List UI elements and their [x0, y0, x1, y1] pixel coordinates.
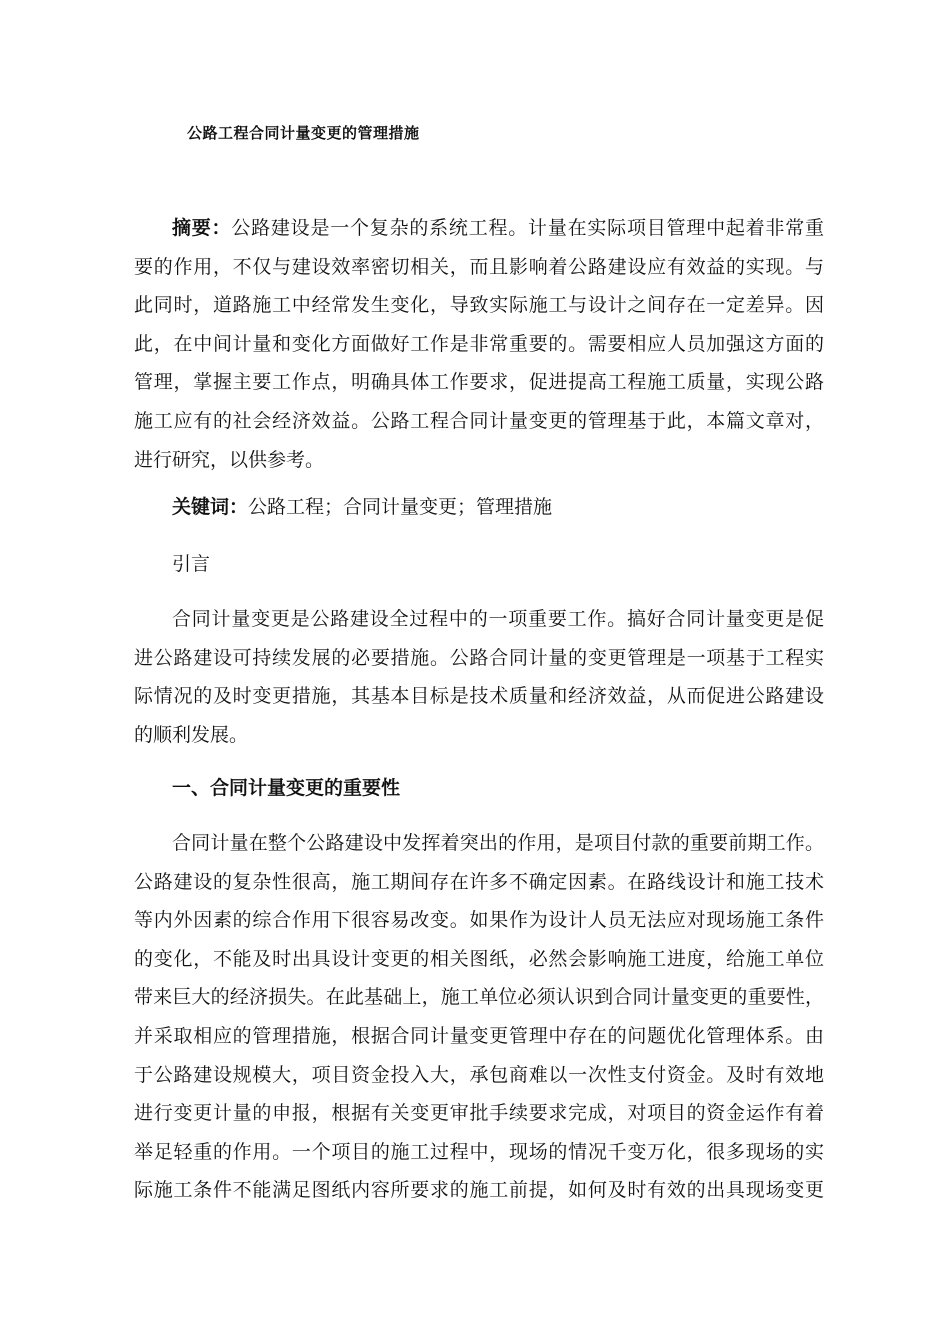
section1-line-9: 举足轻重的作用。一个项目的施工过程中，现场的情况千变万化，很多现场的实: [134, 1140, 824, 1163]
keywords-text: 公路工程；合同计量变更；管理措施: [248, 496, 553, 518]
abstract-line-4: 此，在中间计量和变化方面做好工作是非常重要的。需要相应人员加强这方面的: [134, 332, 824, 355]
intro-heading: 引言: [172, 553, 211, 575]
section1-line-10: 际施工条件不能满足图纸内容所要求的施工前提，如何及时有效的出具现场变更: [134, 1179, 824, 1202]
intro-line-4: 的顺利发展。: [134, 723, 249, 746]
keywords-row: [172, 492, 552, 519]
section1-line-8: 进行变更计量的申报，根据有关变更审批手续要求完成，对项目的资金运作有着: [134, 1102, 824, 1125]
document-title: 公路工程合同计量变更的管理措施: [187, 124, 420, 142]
section1-line-6: 并采取相应的管理措施，根据合同计量变更管理中存在的问题优化管理体系。由: [134, 1024, 824, 1047]
abstract-line-5: 管理，掌握主要工作点，明确具体工作要求，促进提高工程施工质量，实现公路: [134, 371, 824, 394]
abstract-line-7: 进行研究，以供参考。: [134, 448, 325, 471]
abstract-line-3: 此同时，道路施工中经常发生变化，导致实际施工与设计之间存在一定差异。因: [134, 294, 824, 317]
section1-line-5: 带来巨大的经济损失。在此基础上，施工单位必须认识到合同计量变更的重要性，: [134, 986, 824, 1009]
section1-line-4: 的变化，不能及时出具设计变更的相关图纸，必然会影响施工进度，给施工单位: [134, 947, 824, 970]
section1-heading: 一、合同计量变更的重要性: [172, 777, 401, 799]
intro-line-2: 进公路建设可持续发展的必要措施。公路合同计量的变更管理是一项基于工程实: [134, 646, 824, 669]
intro-line-3: 际情况的及时变更措施，其基本目标是技术质量和经济效益，从而促进公路建设: [134, 685, 824, 708]
section1-line-3: 等内外因素的综合作用下很容易改变。如果作为设计人员无法应对现场施工条件: [134, 909, 824, 932]
section1-line-1: 合同计量在整个公路建设中发挥着突出的作用，是项目付款的重要前期工作。: [172, 832, 824, 854]
abstract-paragraph: [134, 209, 824, 479]
abstract-line-1: 公路建设是一个复杂的系统工程。计量在实际项目管理中起着非常重: [231, 217, 824, 239]
keywords-label: 关键词：: [172, 496, 249, 518]
abstract-line-2: 要的作用，不仅与建设效率密切相关，而且影响着公路建设应有效益的实现。与: [134, 255, 824, 278]
section1-paragraph: [134, 824, 824, 1210]
intro-line-1: 合同计量变更是公路建设全过程中的一项重要工作。搞好合同计量变更是促: [172, 608, 824, 630]
abstract-line-6: 施工应有的社会经济效益。公路工程合同计量变更的管理基于此，本篇文章对，: [134, 409, 824, 432]
intro-paragraph: [134, 600, 824, 754]
section1-line-7: 于公路建设规模大，项目资金投入大，承包商难以一次性支付资金。及时有效地: [134, 1063, 824, 1086]
section1-line-2: 公路建设的复杂性很高，施工期间存在许多不确定因素。在路线设计和施工技术: [134, 870, 824, 893]
abstract-label: 摘要：: [172, 217, 232, 239]
